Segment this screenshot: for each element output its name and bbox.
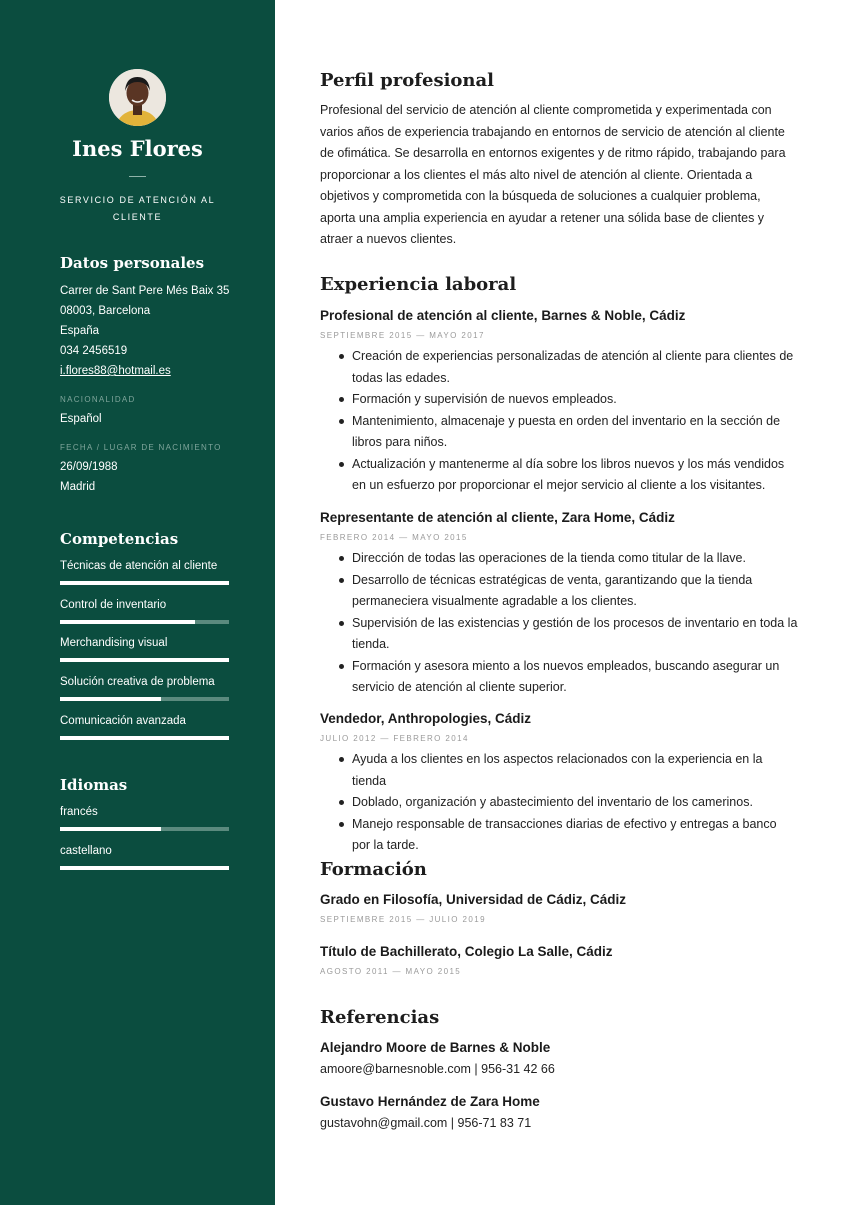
skills-heading: Competencias	[60, 530, 179, 548]
bullet-item: Supervisión de las existencias y gestión de los procesos de inventario en toda la tienda.	[352, 613, 798, 656]
bullet-item: Mantenimiento, almacenaje y puesta en orden del inventario en la sección de libros para niños.	[352, 411, 798, 454]
skill-name: Control de inventario	[60, 598, 167, 611]
skill-level-bar	[60, 581, 229, 585]
education-title: Grado en Filosofía, Universidad de Cádiz, Cádiz	[320, 892, 627, 907]
education-title: Título de Bachillerato, Colegio La Salle, Cádiz	[320, 944, 613, 959]
nationality: Español	[60, 413, 102, 425]
skill-level-bar	[60, 658, 229, 662]
language-level-bar	[60, 866, 229, 870]
birth-date: 26/09/1988	[60, 461, 118, 473]
nationality-label: NACIONALIDAD	[60, 395, 136, 404]
bullet-item: Creación de experiencias personalizadas de atención al cliente para clientes de todas las edades.	[352, 346, 798, 389]
address-line-2: 08003, Barcelona	[60, 305, 151, 317]
job-dates: JULIO 2012 — FEBRERO 2014	[320, 734, 469, 743]
bullet-item: Doblado, organización y abastecimiento del inventario de los camerinos.	[352, 792, 798, 814]
skill-name: Comunicación avanzada	[60, 714, 186, 727]
job-title: Profesional de atención al cliente, Barnes & Noble, Cádiz	[320, 308, 686, 323]
skill-name: Solución creativa de problema	[60, 676, 215, 689]
languages-heading: Idiomas	[60, 776, 128, 794]
education-heading: Formación	[320, 859, 427, 880]
language-name: castellano	[60, 844, 112, 857]
birth-label: FECHA / LUGAR DE NACIMIENTO	[60, 443, 222, 452]
job-bullets	[320, 548, 798, 699]
job-bullets	[320, 346, 798, 497]
job-dates: FEBRERO 2014 — MAYO 2015	[320, 533, 468, 542]
reference-contact: amoore@barnesnoble.com | 956-31 42 66	[320, 1062, 555, 1076]
skill-name: Técnicas de atención al cliente	[60, 560, 218, 572]
phone: 034 2456519	[60, 345, 128, 357]
skill-level-fill	[60, 620, 195, 624]
bullet-item: Formación y asesora miento a los nuevos empleados, buscando asegurar un servicio de atención al cliente superior.	[352, 656, 798, 699]
references-heading: Referencias	[320, 1007, 440, 1028]
bullet-item: Actualización y mantenerme al día sobre los libros nuevos y los más vendidos en un esfuerzo por proporcionar el mejor servicio al cliente a los visitantes.	[352, 454, 798, 497]
bullet-item: Formación y supervisión de nuevos empleados.	[352, 389, 798, 411]
skill-level-fill	[60, 736, 229, 740]
job-dates: SEPTIEMBRE 2015 — MAYO 2017	[320, 331, 485, 340]
job-title: Representante de atención al cliente, Zara Home, Cádiz	[320, 510, 675, 525]
personal-data-heading: Datos personales	[60, 254, 205, 272]
job-title: Vendedor, Anthropologies, Cádiz	[320, 711, 532, 726]
language-name: francés	[60, 806, 98, 818]
email-link[interactable]: i.flores88@hotmail.es	[60, 365, 171, 377]
job-title: SERVICIO DE ATENCIÓN AL CLIENTE	[59, 195, 216, 222]
reference-contact: gustavohn@gmail.com | 956-71 83 71	[320, 1116, 532, 1130]
reference-name: Gustavo Hernández de Zara Home	[320, 1094, 540, 1109]
skill-level-fill	[60, 697, 161, 701]
skill-level-bar	[60, 697, 229, 701]
country: España	[60, 325, 100, 337]
name-divider	[129, 176, 146, 177]
address-line-1: Carrer de Sant Pere Més Baix 35	[60, 285, 230, 297]
language-level-fill	[60, 827, 161, 831]
language-level-bar	[60, 827, 229, 831]
skill-level-fill	[60, 581, 229, 585]
candidate-name: Ines Flores	[72, 136, 203, 161]
skill-level-bar	[60, 736, 229, 740]
profile-heading: Perfil profesional	[320, 70, 495, 91]
language-level-fill	[60, 866, 229, 870]
bullet-item: Manejo responsable de transacciones diarias de efectivo y entregas a banco por la tarde.	[352, 814, 798, 857]
profile-text: Profesional del servicio de atención al cliente comprometida y experimentada con varios años de experiencia trabajando en entornos de servicio de atención al cliente de ofimática. Se desarrolla en entornos exigentes y de ritmo rápido, trabajando para proporcionar a los clientes el más alto nivel de atención al cliente. Orientada a objetivos y comprometida con la búsqueda de soluciones a cualquier problema, aporta una amplia experiencia en ayudar a retener una sólida base de clientes y atraer a nuevos clientes.	[320, 103, 786, 246]
skill-level-fill	[60, 658, 229, 662]
sidebar	[0, 0, 275, 1205]
education-dates: SEPTIEMBRE 2015 — JULIO 2019	[320, 915, 486, 924]
skill-level-bar	[60, 620, 229, 624]
bullet-item: Desarrollo de técnicas estratégicas de venta, garantizando que la tienda permaneciera visualmente agradable a los clientes.	[352, 570, 798, 613]
experience-heading: Experiencia laboral	[320, 274, 517, 295]
job-bullets	[320, 749, 798, 857]
bullet-item: Dirección de todas las operaciones de la tienda como titular de la llave.	[352, 548, 798, 570]
reference-name: Alejandro Moore de Barnes & Noble	[320, 1040, 551, 1055]
bullet-item: Ayuda a los clientes en los aspectos relacionados con la experiencia en la tienda	[352, 749, 798, 792]
skill-name: Merchandising visual	[60, 637, 168, 650]
education-dates: AGOSTO 2011 — MAYO 2015	[320, 967, 462, 976]
avatar-photo	[109, 69, 166, 126]
birth-place: Madrid	[60, 481, 96, 493]
avatar	[109, 69, 166, 126]
